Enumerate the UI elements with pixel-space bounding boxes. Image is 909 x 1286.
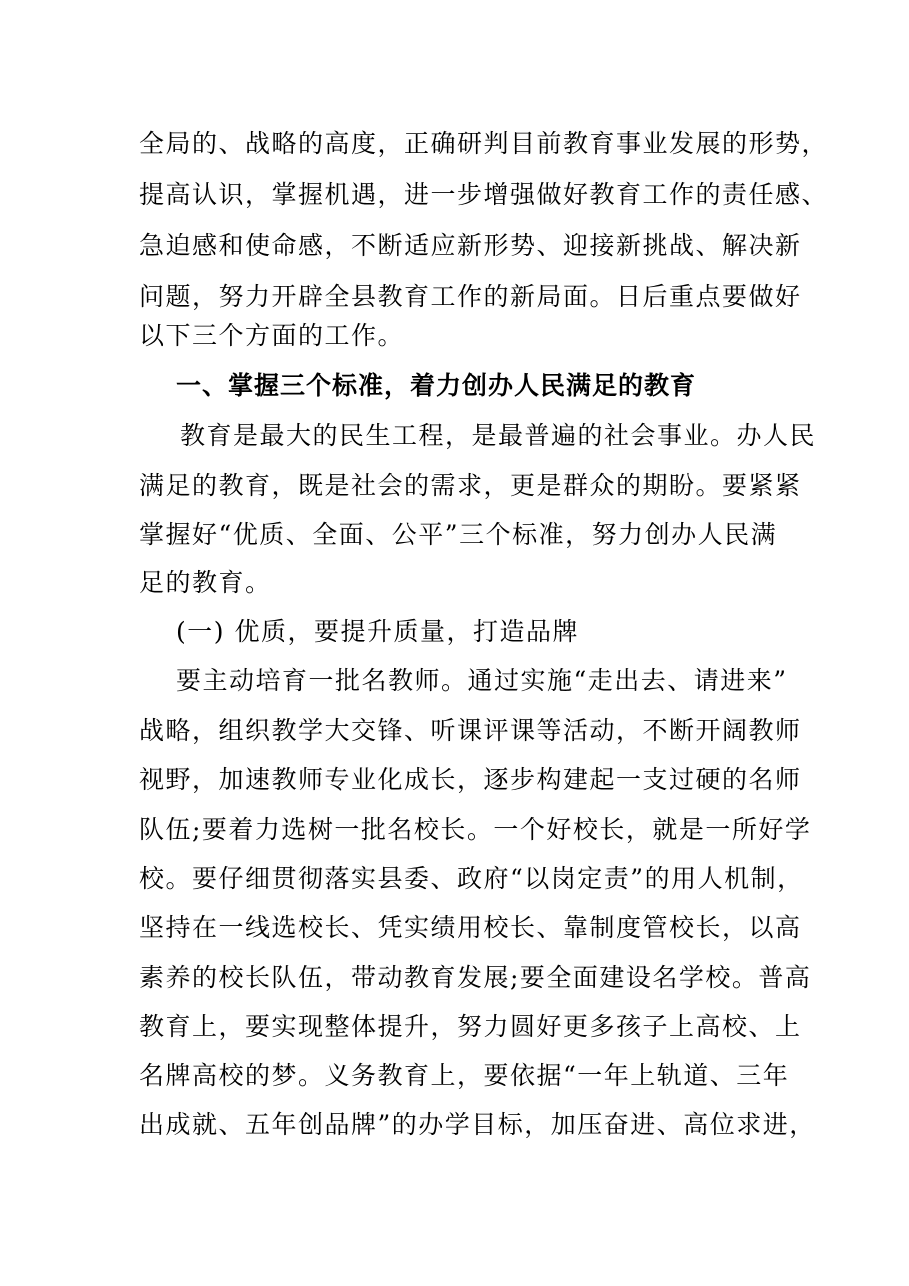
- body-line: 出成就、五年创品牌”的办学目标，加压奋进、高位求进，: [139, 1110, 816, 1139]
- body-line: 全局的、战略的高度，正确研判目前教育事业发展的形势，: [139, 129, 829, 158]
- body-line: 名牌高校的梦。义务教育上，要依据“一年上轨道、三年: [139, 1061, 790, 1090]
- body-line: 急迫感和使命感，不断适应新形势、迎接新挑战、解决新: [139, 231, 802, 260]
- subsection-heading: (一) 优质，要提升质量，打造品牌: [176, 617, 579, 646]
- body-line: 队伍;要着力选树一批名校长。一个好校长，就是一所好学: [139, 815, 812, 844]
- section-heading: 一、掌握三个标准，着力创办人民满足的教育: [176, 371, 697, 400]
- body-line: 掌握好“优质、全面、公平”三个标准，努力创办人民满: [139, 520, 778, 549]
- body-line: 教育上，要实现整体提升，努力圆好更多孩子上高校、上: [139, 1012, 802, 1041]
- body-line: 战略，组织教学大交锋、听课评课等活动，不断开阔教师: [139, 716, 802, 745]
- body-line: 校。要仔细贯彻落实县委、政府“以岗定责”的用人机制，: [139, 864, 804, 893]
- body-line: 视野，加速教师专业化成长，逐步构建起一支过硬的名师: [139, 765, 802, 794]
- body-line: 素养的校长队伍，带动教育发展;要全面建设名学校。普高: [139, 963, 812, 992]
- body-line: 问题，努力开辟全县教育工作的新局面。日后重点要做好: [139, 282, 802, 311]
- body-line: 提高认识，掌握机遇，进一步增强做好教育工作的责任感、: [139, 180, 829, 209]
- body-line: 坚持在一线选校长、凭实绩用校长、靠制度管校长，以高: [139, 913, 802, 942]
- body-line: 以下三个方面的工作。: [139, 321, 405, 350]
- body-line: 满足的教育，既是社会的需求，更是群众的期盼。要紧紧: [139, 471, 802, 500]
- body-line: 要主动培育一批名教师。通过实施“走出去、请进来”: [176, 666, 788, 695]
- body-line: 教育是最大的民生工程，是最普遍的社会事业。办人民: [180, 421, 817, 450]
- body-line: 足的教育。: [139, 568, 272, 597]
